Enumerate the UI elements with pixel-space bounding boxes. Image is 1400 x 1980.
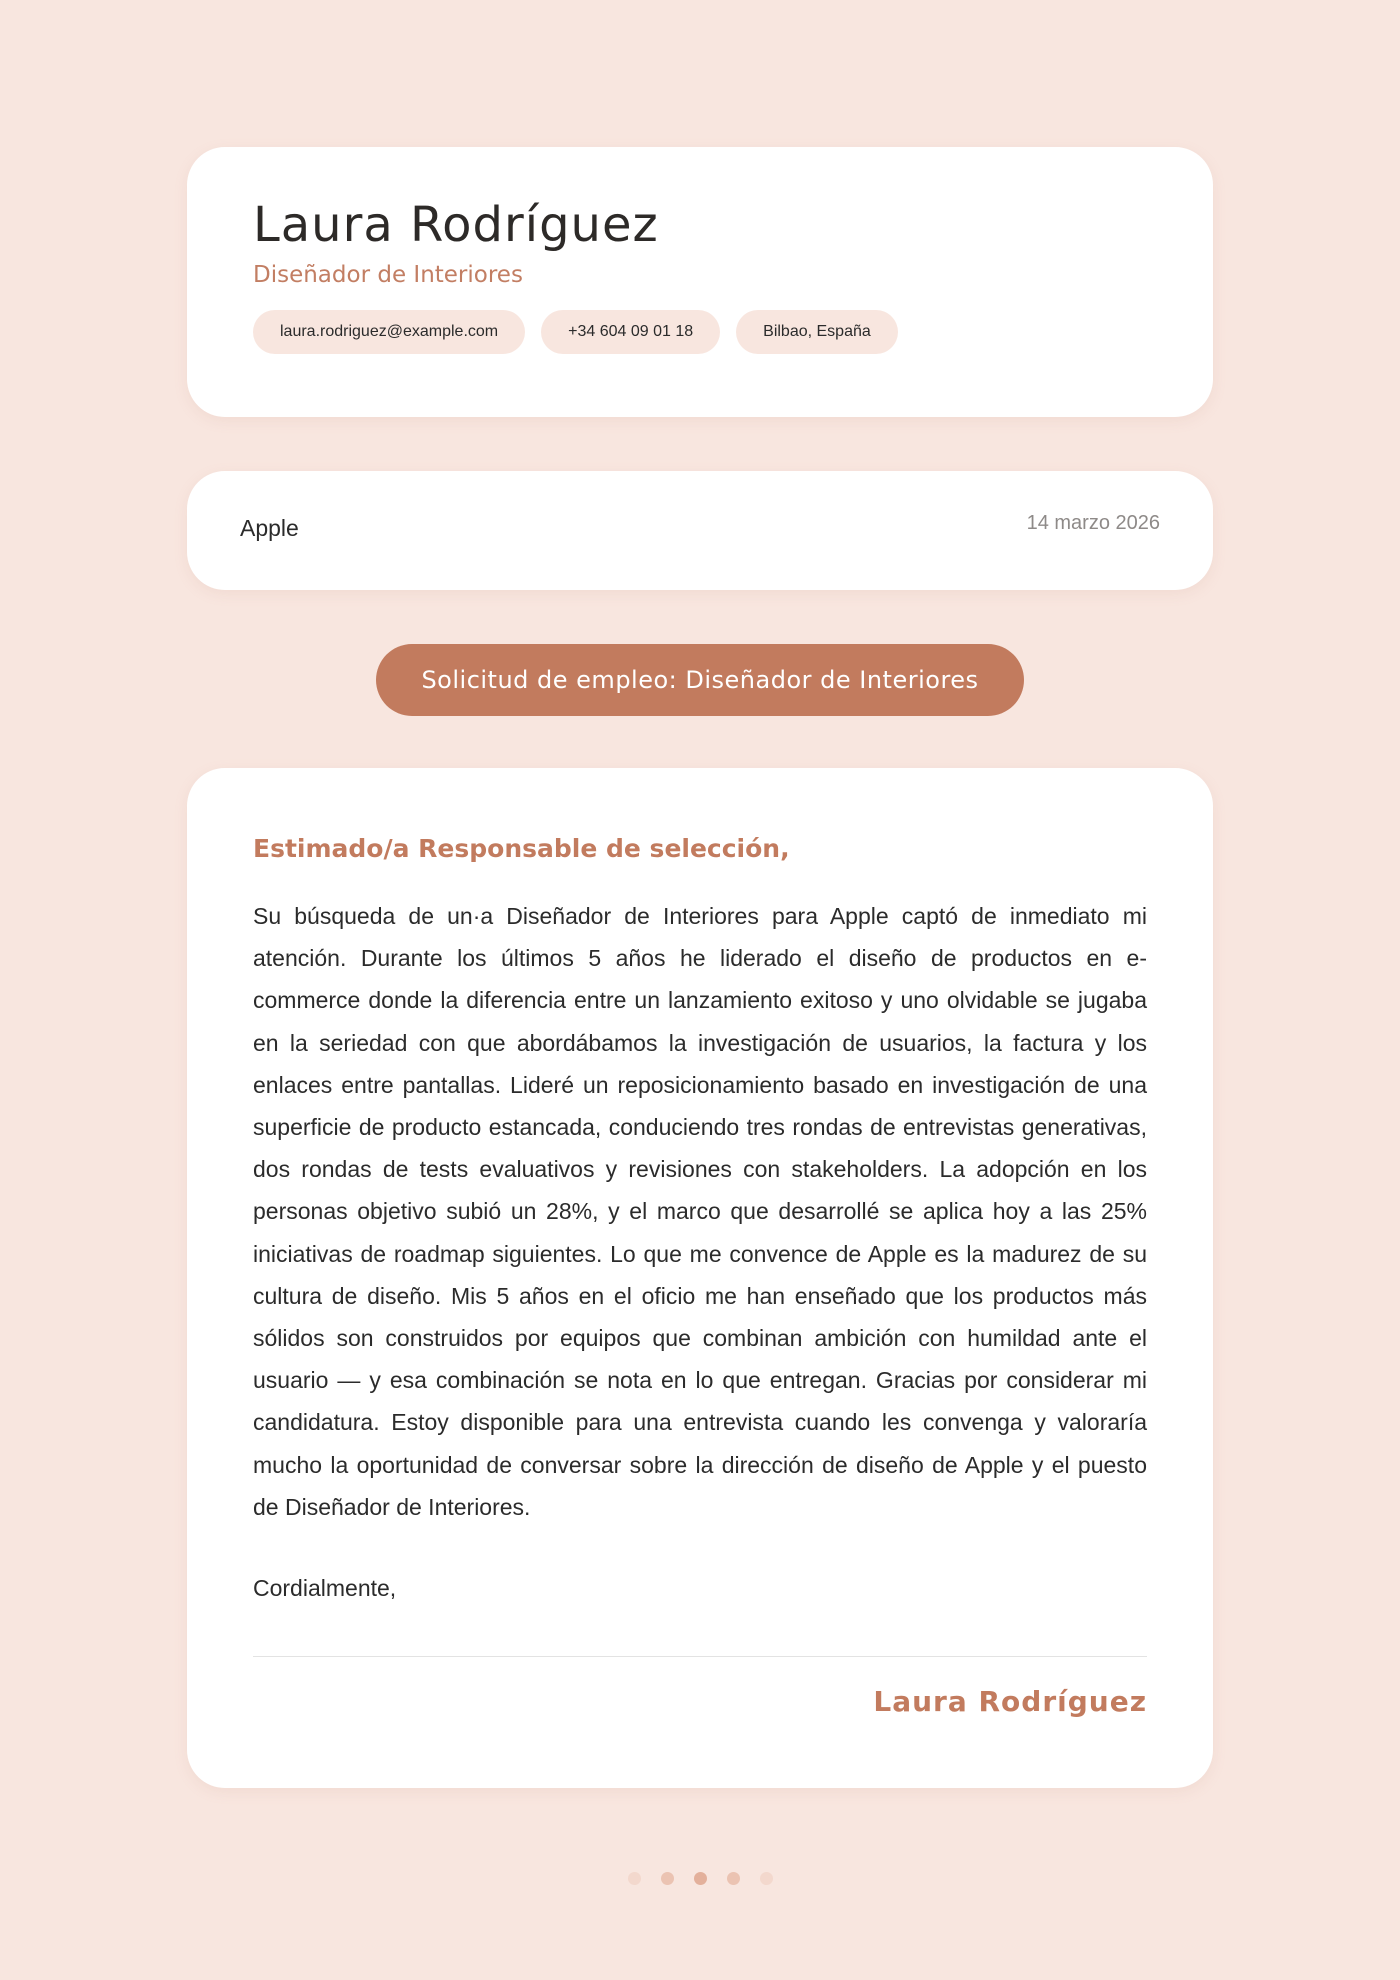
letter-closing: Cordialmente, [253, 1575, 397, 1602]
pagination-dot[interactable] [727, 1872, 740, 1885]
letter-date: 14 marzo 2026 [1026, 512, 1160, 534]
signature-divider [253, 1656, 1147, 1657]
subject-pill: Solicitud de empleo: Diseñador de Interiores [376, 644, 1024, 716]
contact-chips [253, 310, 1147, 354]
pagination-dot[interactable] [661, 1872, 674, 1885]
company-name: Apple [240, 515, 299, 541]
pagination-dot[interactable] [760, 1872, 773, 1885]
signature: Laura Rodríguez [873, 1685, 1147, 1718]
letter-body: Su búsqueda de un·a Diseñador de Interiores para Apple captó de inmediato mi atención. Durante los últimos 5 años he liderado el diseño de productos en e-commerce donde la diferencia entre un lanzamiento exitoso y uno olvidable se jugaba en la seriedad con que abordábamos la investigación de usuarios, la factura y los enlaces entre pantallas. Lideré un reposicionamiento basado en investigación de una superficie de producto estancada, conduciendo tres rondas de entrevistas generativas, dos rondas de tests evaluativos y revisiones con stakeholders. La adopción en los personas objetivo subió un 28%, y el marco que desarrollé se aplica hoy a las 25% iniciativas de roadmap siguientes. Lo que me convence de Apple es la madurez de su cultura de diseño. Mis 5 años en el oficio me han enseñado que los productos más sólidos son construidos por equipos que combinan ambición con humildad ante el usuario — y esa combinación se nota en lo que entregan. Gracias por considerar mi candidatura. Estoy disponible para una entrevista cuando les convenga y valoraría mucho la oportunidad de conversar sobre la dirección de diseño de Apple y el puesto de Diseñador de Interiores. [253, 903, 1147, 1520]
applicant-role: Diseñador de Interiores [253, 261, 523, 288]
letter-card [187, 768, 1213, 1788]
pagination-dot[interactable] [628, 1872, 641, 1885]
recipient-card [187, 471, 1213, 590]
phone-chip: +34 604 09 01 18 [541, 310, 720, 354]
pagination-dots [0, 1872, 1400, 1885]
pagination-dot-active[interactable] [694, 1872, 707, 1885]
header-card [187, 147, 1213, 417]
applicant-name: Laura Rodríguez [253, 197, 659, 253]
email-chip: laura.rodriguez@example.com [253, 310, 525, 354]
location-chip: Bilbao, España [736, 310, 898, 354]
letter-greeting: Estimado/a Responsable de selección, [253, 834, 790, 863]
